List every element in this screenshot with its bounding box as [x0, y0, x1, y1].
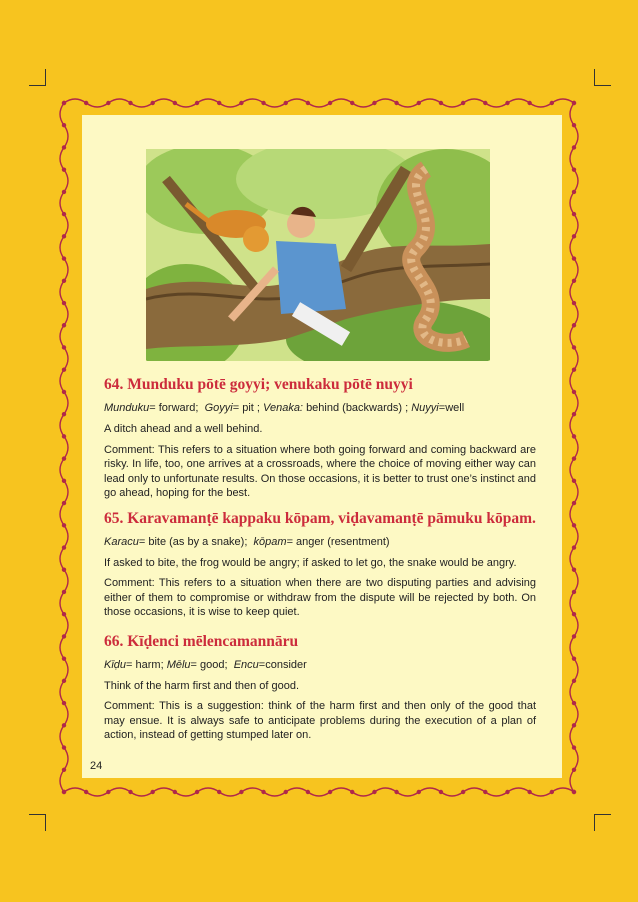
border-dot [572, 479, 576, 483]
border-dot [173, 101, 177, 105]
border-dot [106, 101, 110, 105]
border-dot [150, 101, 154, 105]
translation: A ditch ahead and a well behind. [104, 423, 263, 435]
border-wave [64, 788, 574, 796]
border-dot [62, 568, 66, 572]
border-dot [284, 101, 288, 105]
border-dot [350, 790, 354, 794]
border-dot [572, 345, 576, 349]
comment: Comment: This refers to a situation where both going forward and coming backward are risky. In life, too, one arrives at a crossroads, where the choice of moving either way can lead only to unfortunate results. On those occasions, it is better to trust one’s instinct and go ahead, hoping for the best. [104, 443, 536, 499]
gloss-meaning: bite (as by a snake); [148, 535, 248, 548]
border-dot [572, 501, 576, 505]
border-dot [572, 256, 576, 260]
border-dot [572, 545, 576, 549]
gloss-term: Nuyyi [411, 402, 439, 414]
border-dot [239, 101, 243, 105]
border-dot [62, 456, 66, 460]
border-dot [306, 101, 310, 105]
border-dot [284, 790, 288, 794]
border-dot [128, 101, 132, 105]
border-dot [173, 790, 177, 794]
border-dot [572, 323, 576, 327]
border-dot [62, 434, 66, 438]
border-dot [572, 723, 576, 727]
border-dot [62, 345, 66, 349]
border-dot [572, 790, 576, 794]
glossary-line: Kīḍu= harm; Mēlu= good; Encu=consider [104, 658, 307, 671]
comment: Comment: This is a suggestion: think of the harm first and then only of the good that may ensue. It is always safe to anticipate problems during the execution of a plan of action, instead of getting stumped later on. [104, 700, 536, 741]
border-dot [572, 634, 576, 638]
border-dot [439, 101, 443, 105]
border-dot [62, 723, 66, 727]
border-dot [572, 167, 576, 171]
border-dot [505, 101, 509, 105]
border-dot [417, 790, 421, 794]
gloss-term: kōpam [253, 535, 287, 548]
border-dot [572, 612, 576, 616]
translation: If asked to bite, the frog would be angry; if asked to let go, the snake would be angry. [104, 556, 517, 569]
border-dot [62, 190, 66, 194]
border-dot [62, 323, 66, 327]
border-dot [62, 279, 66, 283]
border-dot [417, 101, 421, 105]
border-dot [372, 101, 376, 105]
gloss-meaning: harm; [135, 658, 164, 671]
crop-mark-top-left [29, 69, 46, 86]
border-dot [62, 123, 66, 127]
border-dot [195, 101, 199, 105]
border-dot [261, 101, 265, 105]
border-dot [328, 790, 332, 794]
border-dot [239, 790, 243, 794]
border-dot [439, 790, 443, 794]
border-dot [505, 790, 509, 794]
border-dot [62, 301, 66, 305]
illustration [146, 149, 490, 361]
proverb-heading: 66. Kīḍenci mēlencamannāru [104, 632, 299, 650]
border-dot [62, 390, 66, 394]
border-dot [62, 768, 66, 772]
border-wave [60, 103, 68, 792]
border-dot [62, 612, 66, 616]
border-dot [572, 745, 576, 749]
border-dot [306, 790, 310, 794]
border-dot [84, 101, 88, 105]
border-dot [527, 790, 531, 794]
border-dot [461, 790, 465, 794]
page-number: 24 [90, 760, 103, 772]
border-dot [572, 279, 576, 283]
border-dot [150, 790, 154, 794]
border-dot [572, 145, 576, 149]
border-dot [572, 656, 576, 660]
gloss-term: Encu [233, 658, 259, 671]
border-dot [62, 701, 66, 705]
border-dot [572, 301, 576, 305]
border-dot [550, 790, 554, 794]
proverb-64 [104, 375, 536, 501]
border-dot [62, 368, 66, 372]
border-dot [572, 123, 576, 127]
border-dot [62, 790, 66, 794]
border-dot [572, 412, 576, 416]
border-dot [572, 568, 576, 572]
border-dot [483, 790, 487, 794]
border-dot [394, 790, 398, 794]
border-dot [550, 101, 554, 105]
man-on-branch-illustration [146, 149, 490, 361]
border-dot [483, 101, 487, 105]
border-wave [64, 99, 574, 107]
gloss-meaning: anger (resentment) [296, 535, 390, 548]
proverb-heading: 64. Munduku pōtē goyyi; venukaku pōtē nuyyi [104, 376, 413, 393]
border-dot [62, 523, 66, 527]
border-dot [572, 768, 576, 772]
border-dot [572, 212, 576, 216]
proverb-heading: 65. Karavamanṭē kappaku kōpam, viḍavamanṭē pāmuku kōpam. [104, 509, 536, 527]
gloss-meaning: behind (backwards) ; [306, 402, 409, 414]
border-dot [217, 101, 221, 105]
border-dot [62, 234, 66, 238]
glossary-line: Karacu= bite (as by a snake); kōpam= anger (resentment) [104, 535, 390, 548]
page-content [104, 375, 536, 743]
border-dot [62, 679, 66, 683]
gloss-term: Karacu [104, 535, 139, 548]
border-dot [572, 101, 576, 105]
gloss-term: Kīḍu [104, 658, 127, 671]
border-dot [84, 790, 88, 794]
border-dot [572, 234, 576, 238]
gloss-term: Mēlu [166, 658, 191, 671]
gloss-meaning: pit ; [242, 402, 260, 414]
border-dot [527, 101, 531, 105]
border-dot [572, 390, 576, 394]
border-dot [62, 412, 66, 416]
gloss-term: Venaka: [263, 402, 303, 414]
border-dot [328, 101, 332, 105]
crop-mark-bottom-left [29, 814, 46, 831]
border-dot [62, 167, 66, 171]
crop-mark-bottom-right [594, 814, 611, 831]
gloss-term: Goyyi [204, 402, 233, 414]
border-dot [62, 545, 66, 549]
border-dot [572, 701, 576, 705]
border-dot [394, 101, 398, 105]
border-dot [106, 790, 110, 794]
gloss-meaning: consider [265, 658, 307, 671]
gloss-term: Munduku [104, 402, 150, 414]
border-dot [195, 790, 199, 794]
proverb-65 [104, 509, 536, 620]
border-dot [461, 101, 465, 105]
border-dot [62, 479, 66, 483]
border-dot [128, 790, 132, 794]
border-dot [62, 145, 66, 149]
border-dot [372, 790, 376, 794]
border-dot [62, 256, 66, 260]
border-dot [62, 101, 66, 105]
border-dot [572, 590, 576, 594]
border-dot [261, 790, 265, 794]
border-dot [62, 590, 66, 594]
border-dot [572, 679, 576, 683]
border-dot [572, 190, 576, 194]
border-dot [572, 368, 576, 372]
border-dot [62, 745, 66, 749]
border-wave [570, 103, 578, 792]
border-dot [217, 790, 221, 794]
proverb-66 [104, 632, 536, 743]
border-dot [572, 456, 576, 460]
border-dot [62, 656, 66, 660]
gloss-meaning: forward; [158, 402, 199, 414]
border-dot [350, 101, 354, 105]
comment: Comment: This refers to a situation when there are two disputing parties and advising either of them to compromise or withdraw from the dispute will be rejected by both. On those occasions, it is wise to keep quiet. [104, 577, 536, 618]
border-dot [62, 634, 66, 638]
border-dot [572, 434, 576, 438]
border-dot [62, 501, 66, 505]
border-dot [62, 212, 66, 216]
border-dot [572, 523, 576, 527]
crop-mark-top-right [594, 69, 611, 86]
glossary-line: Munduku= forward; Goyyi= pit ; Venaka: behind (backwards) ; Nuyyi=well [104, 402, 465, 414]
translation: Think of the harm first and then of good. [104, 679, 300, 692]
gloss-meaning: good; [200, 658, 228, 671]
gloss-meaning: well [445, 402, 465, 414]
